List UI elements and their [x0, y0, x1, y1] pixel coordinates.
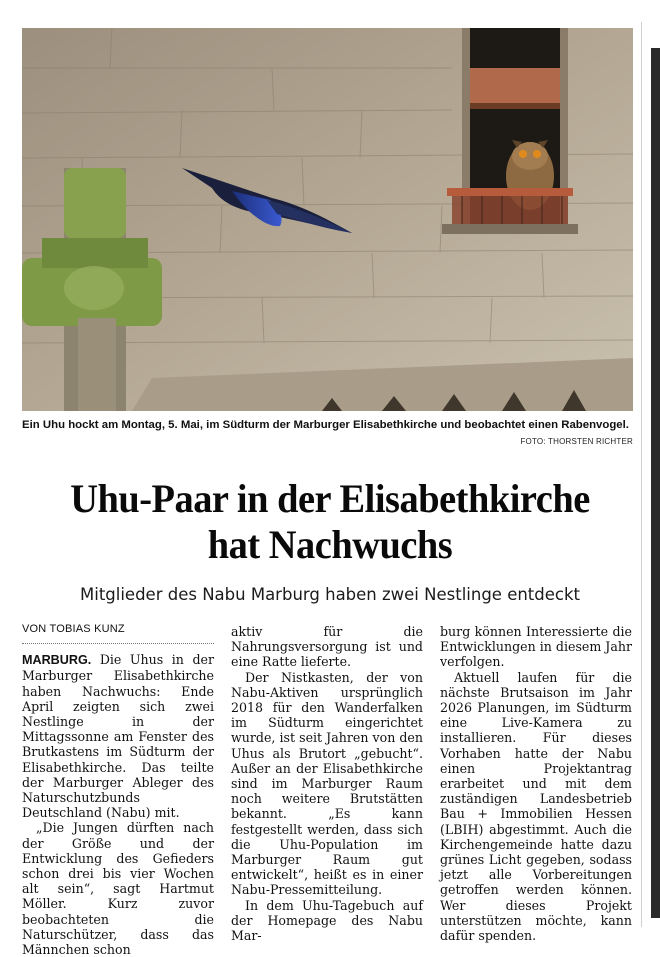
paragraph: burg können Interessierte die Entwicklungen in diesem Jahr verfolgen.	[440, 624, 632, 670]
page-edge	[651, 48, 660, 918]
headline-line-1: Uhu-Paar in der Elisabethkirche	[70, 476, 590, 521]
paragraph: Der Nistkasten, der von Nabu-Aktiven ursprünglich 2018 für den Wanderfalken im Südturm eingerichtet wurde, ist seit Jahren von den Uhus als Brutort „gebucht“. Außer an der Elisabethkirche sind im Marburger Raum noch weitere Brutstätten bekannt. „Es kann festgestellt werden, dass sich die Uhu-Population im Marburger Raum gut entwickelt“, heißt es in einer Nabu-Pressemitteilung.	[231, 669, 423, 898]
article-subheadline: Mitglieder des Nabu Marburg haben zwei Nestlinge entdeckt	[80, 585, 580, 604]
paragraph-text: Die Uhus in der Marburger Elisabethkirche haben Nachwuchs: Ende April zeigten sich zwei Nestlinge in der Mittagssonne am Fenster des Brutkastens im Südturm der Elisabethkirche. Das teilte der Marburger Ableger des Naturschutzbunds Deutschland (Nabu) mit.	[22, 652, 214, 821]
article-headline	[13, 476, 647, 568]
dateline: MARBURG.	[22, 653, 92, 668]
headline-line-2: hat Nachwuchs	[207, 522, 453, 567]
photo-caption: Ein Uhu hockt am Montag, 5. Mai, im Südturm der Marburger Elisabethkirche und beobachtet einen Rabenvogel.	[22, 419, 629, 431]
article-column-1	[22, 622, 214, 957]
column-divider	[641, 22, 642, 927]
paragraph: Aktuell laufen für die nächste Brutsaison im Jahr 2026 Planungen, im Südturm eine Live-Kamera zu installieren. Für dieses Vorhaben hatte der Nabu einen Projektantrag erarbeitet und mit dem zuständigen Landesbetrieb Bau + Immobilien Hessen (LBIH) abgestimmt. Auch die Kirchengemeinde hatte dazu grünes Licht gegeben, sodass jetzt alle Vorbereitungen getroffen werden können. Wer dieses Projekt unterstützen möchte, kann dafür spenden.	[440, 669, 632, 944]
article-column-2	[231, 624, 423, 943]
article-photo	[22, 28, 633, 411]
article-column-3	[440, 624, 632, 943]
paragraph: aktiv für die Nahrungsversorgung ist und eine Ratte lieferte.	[231, 624, 423, 670]
paragraph: „Die Jungen dürften nach der Größe und der Entwicklung des Gefieders schon drei bis vier Wochen alt sein“, sagt Hartmut Möller. Kurz zuvor beobachteten die Naturschützer, dass das Männchen schon	[22, 820, 214, 957]
byline: VON TOBIAS KUNZ	[22, 622, 214, 644]
paragraph: In dem Uhu-Tagebuch auf der Homepage des Nabu Mar-	[231, 897, 423, 944]
photo-credit: FOTO: THORSTEN RICHTER	[520, 437, 633, 446]
paragraph	[22, 652, 214, 820]
